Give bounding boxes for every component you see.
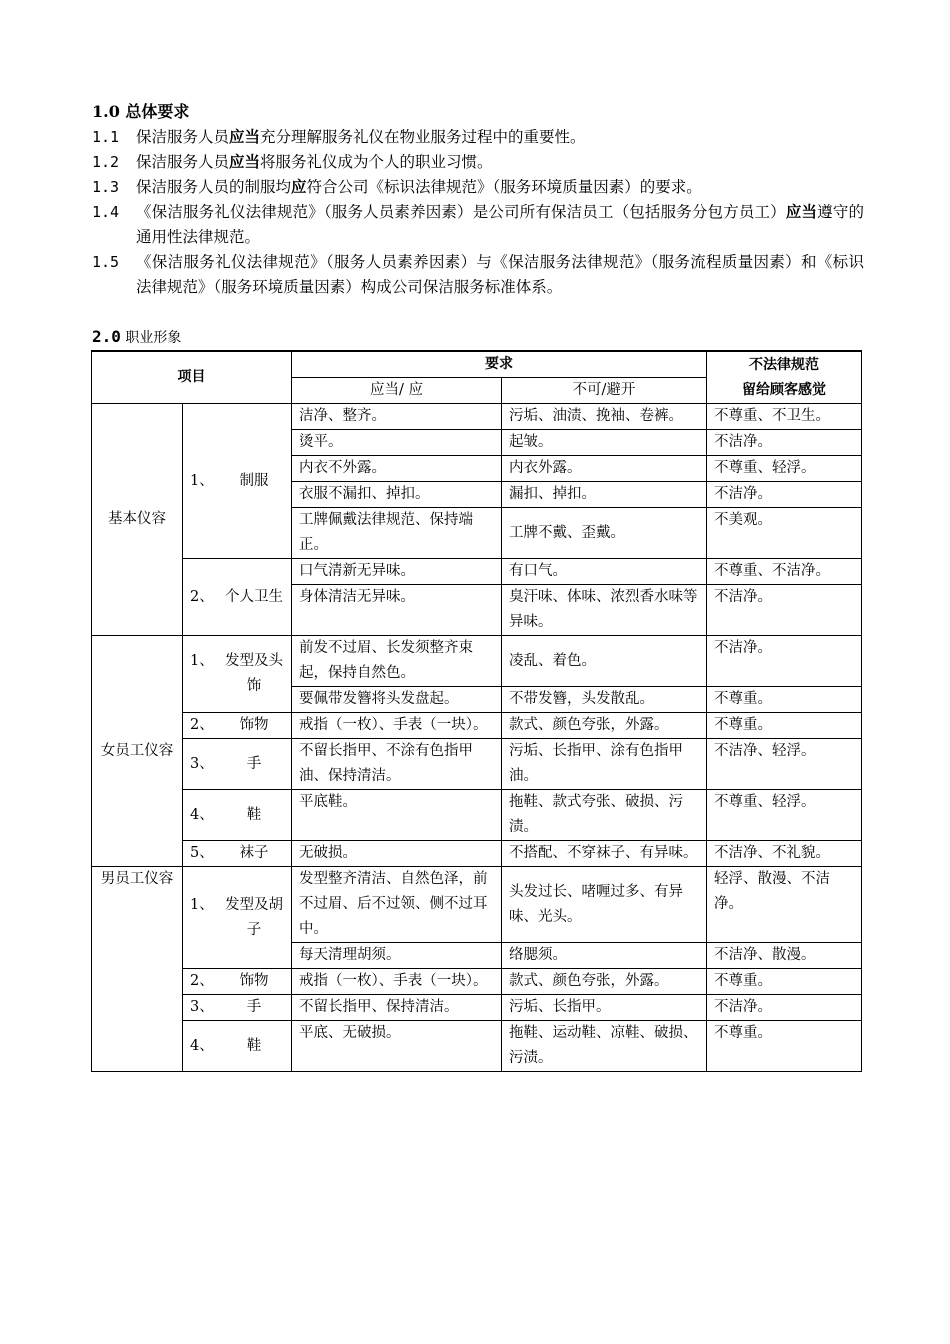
subitem-text: 饰物 (239, 717, 269, 733)
subitem-label (190, 893, 284, 943)
item-number: 1.4 (92, 203, 120, 221)
feeling-cell: 不尊重、不卫生。 (707, 404, 862, 430)
subitem-number: 1、 (190, 653, 214, 669)
item-text: 保洁服务人员 (136, 128, 230, 146)
subitem-cell (183, 636, 292, 713)
avoid-cell: 漏扣、掉扣。 (502, 482, 707, 508)
requirement-item (92, 175, 864, 200)
section-2-title (92, 327, 181, 348)
subitem-number: 5、 (190, 845, 214, 861)
should-cell: 要佩带发簪将头发盘起。 (292, 687, 502, 713)
item-text: 《保洁服务礼仪法律规范》（服务人员素养因素）是公司所有保洁员工（包括服务分包方员工） (136, 203, 786, 221)
subitem-cell (183, 969, 292, 995)
group-name-cell: 基本仪容 (92, 404, 183, 636)
feeling-cell: 不洁净、轻浮。 (707, 739, 862, 790)
feeling-cell: 不洁净、不礼貌。 (707, 841, 862, 867)
table-row (92, 404, 862, 430)
group-name-cell: 男员工仪容 (92, 867, 183, 1072)
avoid-cell: 内衣外露。 (502, 456, 707, 482)
should-cell: 平底、无破损。 (292, 1021, 502, 1072)
feeling-cell: 不尊重、轻浮。 (707, 456, 862, 482)
subitem-text: 制服 (239, 472, 269, 489)
subitem-number: 1、 (190, 472, 214, 489)
subitem-number: 4、 (190, 806, 214, 823)
should-cell: 衣服不漏扣、掉扣。 (292, 482, 502, 508)
subitem-cell (183, 867, 292, 969)
header-feeling-line2: 留给顾客感觉 (742, 381, 826, 398)
subitem-text: 发型及头饰 (225, 653, 283, 694)
subitem-text: 个人卫生 (225, 588, 283, 605)
item-number: 1.3 (92, 178, 120, 196)
table-row (92, 739, 862, 790)
table-row (92, 969, 862, 995)
requirement-item (92, 150, 864, 175)
subitem-cell (183, 713, 292, 739)
subitem-text: 发型及胡子 (225, 896, 283, 938)
item-emphasis: 应当 (785, 203, 818, 221)
should-cell: 前发不过眉、长发须整齐束起，保持自然色。 (292, 636, 502, 687)
item-emphasis: 应当 (229, 153, 261, 171)
subitem-text: 饰物 (239, 973, 269, 989)
should-cell: 戒指（一枚）、手表（一块）。 (292, 969, 502, 995)
should-cell: 身体清洁无异味。 (292, 585, 502, 636)
subitem-label (190, 803, 284, 828)
requirement-item (92, 200, 864, 250)
requirement-item (92, 125, 864, 150)
table-header-row (92, 351, 862, 378)
avoid-cell: 头发过长、啫喱过多、有异味、光头。 (502, 867, 707, 943)
avoid-cell: 络腮须。 (502, 943, 707, 969)
requirement-item (92, 250, 864, 300)
avoid-cell: 工牌不戴、歪戴。 (502, 508, 707, 559)
subitem-label (190, 713, 284, 738)
subitem-text: 袜子 (239, 845, 269, 861)
header-item: 项目 (92, 351, 292, 404)
feeling-cell: 不尊重。 (707, 1021, 862, 1072)
item-text: 将服务礼仪成为个人的职业习惯。 (260, 153, 493, 171)
table-row (92, 1021, 862, 1072)
subitem-number: 3、 (190, 999, 214, 1015)
avoid-cell: 不搭配、不穿袜子、有异味。 (502, 841, 707, 867)
feeling-cell: 不洁净。 (707, 482, 862, 508)
subitem-text: 手 (246, 999, 262, 1015)
group-name-cell: 女员工仪容 (92, 636, 183, 867)
item-number: 1.2 (92, 153, 120, 171)
feeling-cell: 不尊重。 (707, 969, 862, 995)
table-row (92, 790, 862, 841)
subitem-cell (183, 1021, 292, 1072)
subitem-cell (183, 559, 292, 636)
subitem-cell (183, 739, 292, 790)
subitem-label (190, 585, 284, 610)
feeling-cell: 不洁净。 (707, 585, 862, 636)
item-text: 保洁服务人员 (136, 153, 230, 171)
should-cell: 工牌佩戴法律规范、保持端正。 (292, 508, 502, 559)
avoid-cell: 款式、颜色夸张，外露。 (502, 713, 707, 739)
table-row (92, 559, 862, 585)
subitem-number: 2、 (190, 717, 214, 733)
item-emphasis: 应当 (229, 128, 261, 146)
section-title-text: 职业形象 (125, 330, 182, 346)
subitem-cell (183, 841, 292, 867)
subitem-number: 3、 (190, 755, 214, 772)
feeling-cell: 不洁净。 (707, 430, 862, 456)
subitem-text: 鞋 (246, 1037, 262, 1054)
subitem-cell (183, 995, 292, 1021)
item-emphasis: 应 (291, 178, 307, 196)
item-text: 遵守的通用性法律规范。 (136, 203, 864, 246)
table-body (92, 404, 862, 1072)
feeling-cell: 不洁净。 (707, 636, 862, 687)
avoid-cell: 污垢、油渍、挽袖、卷裤。 (502, 404, 707, 430)
subitem-label (190, 995, 284, 1020)
table-row (92, 841, 862, 867)
section-number: 2.0 (92, 327, 121, 346)
header-customer-feeling (707, 351, 862, 404)
avoid-cell: 臭汗味、体味、浓烈香水味等异味。 (502, 585, 707, 636)
should-cell: 洁净、整齐。 (292, 404, 502, 430)
item-text: 保洁服务人员的制服均 (136, 178, 292, 196)
item-text: 《保洁服务礼仪法律规范》（服务人员素养因素）与《保洁服务法律规范》（服务流程质量因素）和《标识法律规范》（服务环境质量因素）构成公司保洁服务标准体系。 (136, 253, 864, 296)
feeling-cell: 不洁净。 (707, 995, 862, 1021)
avoid-cell: 有口气。 (502, 559, 707, 585)
subitem-label (190, 469, 284, 494)
subitem-label (190, 649, 284, 699)
subitem-label (190, 841, 284, 866)
should-cell: 内衣不外露。 (292, 456, 502, 482)
subitem-number: 4、 (190, 1037, 214, 1054)
table-row (92, 867, 862, 943)
item-text: 符合公司《标识法律规范》（服务环境质量因素）的要求。 (306, 178, 702, 196)
should-cell: 不留长指甲、保持清洁。 (292, 995, 502, 1021)
feeling-cell: 不尊重、不洁净。 (707, 559, 862, 585)
item-text: 充分理解服务礼仪在物业服务过程中的重要性。 (260, 128, 586, 146)
table-row (92, 995, 862, 1021)
subitem-number: 1、 (190, 896, 214, 913)
subitem-text: 手 (246, 755, 262, 772)
avoid-cell: 款式、颜色夸张，外露。 (502, 969, 707, 995)
avoid-cell: 污垢、长指甲。 (502, 995, 707, 1021)
header-feeling-line1: 不法律规范 (749, 356, 819, 373)
subitem-label (190, 969, 284, 994)
subitem-cell (183, 790, 292, 841)
item-number: 1.5 (92, 253, 120, 271)
subitem-cell (183, 404, 292, 559)
header-avoid: 不可/避开 (502, 378, 707, 404)
feeling-cell: 不尊重、轻浮。 (707, 790, 862, 841)
should-cell: 每天清理胡须。 (292, 943, 502, 969)
subitem-number: 2、 (190, 973, 214, 989)
feeling-cell: 不尊重。 (707, 687, 862, 713)
avoid-cell: 凌乱、着色。 (502, 636, 707, 687)
avoid-cell: 拖鞋、运动鞋、凉鞋、破损、污渍。 (502, 1021, 707, 1072)
item-number: 1.1 (92, 128, 120, 146)
avoid-cell: 拖鞋、款式夸张、破损、污渍。 (502, 790, 707, 841)
header-should: 应当/ 应 (292, 378, 502, 404)
section-1-title: 1.0 总体要求 (92, 102, 190, 121)
should-cell: 戒指（一枚）、手表（一块）。 (292, 713, 502, 739)
feeling-cell: 不尊重。 (707, 713, 862, 739)
feeling-cell: 不美观。 (707, 508, 862, 559)
feeling-cell: 不洁净、散漫。 (707, 943, 862, 969)
header-requirement: 要求 (292, 351, 707, 378)
subitem-label (190, 1034, 284, 1059)
should-cell: 口气清新无异味。 (292, 559, 502, 585)
table-row (92, 713, 862, 739)
subitem-label (190, 752, 284, 777)
avoid-cell: 起皱。 (502, 430, 707, 456)
subitem-text: 鞋 (246, 806, 262, 823)
avoid-cell: 污垢、长指甲、涂有色指甲油。 (502, 739, 707, 790)
table-row (92, 636, 862, 687)
requirements-list (92, 125, 864, 300)
feeling-cell: 轻浮、散漫、不洁净。 (707, 867, 862, 943)
avoid-cell: 不带发簪，头发散乱。 (502, 687, 707, 713)
should-cell: 平底鞋。 (292, 790, 502, 841)
professional-image-table (91, 350, 862, 1072)
should-cell: 无破损。 (292, 841, 502, 867)
should-cell: 不留长指甲、不涂有色指甲油、保持清洁。 (292, 739, 502, 790)
should-cell: 烫平。 (292, 430, 502, 456)
should-cell: 发型整齐清洁、自然色泽，前不过眉、后不过领、侧不过耳中。 (292, 867, 502, 943)
subitem-number: 2、 (190, 588, 214, 605)
